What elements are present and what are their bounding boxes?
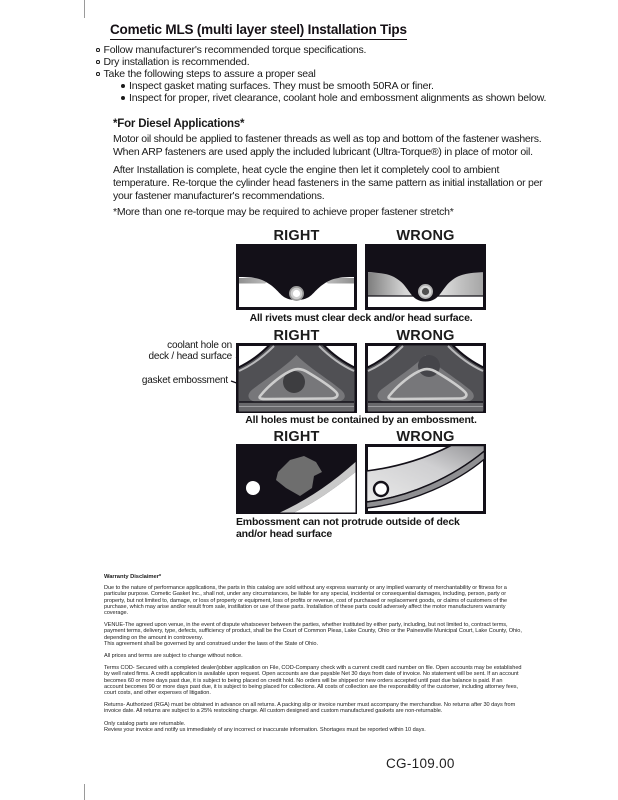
circle-bullet-icon: [96, 48, 100, 52]
diesel-paragraph-retorque: After Installation is complete, heat cycle the engine then let it completely cool to ambient temperature. Re-torque the cylinder head fasteners in the same pattern as initial installation or per your fastener manufacturer's recommendations.: [113, 164, 543, 202]
legal-paragraph: Terms COD- Secured with a completed dealer/jobber application on File, COD-Company check with a current credit card number on file. Open accounts may be established by well rated firms. A credit application is available upon request. Open accounts are due payable Net 30 days from date of invoice. No statement will be sent. If an account becomes 60 or more days past due, it is subject to being placed on credit hold. No orders will be shipped or new orders accepted until past due balance is paid. If an account becomes 90 or more days past due, it is subject to being placed for collections. All costs of collection are the responsibility of the customer, including attorney fees, court costs, and other expenses of litigation.: [104, 665, 522, 697]
warranty-disclaimer-heading: Warranty Disclaimer*: [104, 574, 162, 580]
legal-paragraph: Review your invoice and notify us immediately of any incorrect or inaccurate information. Shortages must be reported within 10 days.: [104, 726, 426, 733]
tip-text: Take the following steps to assure a proper seal: [103, 68, 316, 81]
subtip-text: Inspect for proper, rivet clearance, coolant hole and embossment alignments as shown below.: [129, 92, 547, 105]
coolant-right-diagram: [236, 343, 357, 413]
tip-item: [96, 56, 366, 68]
diesel-paragraph-oil: Motor oil should be applied to fastener threads as well as top and bottom of the fastener washers. When ARP fasteners are used apply the included lubricant (Ultra-Torque®) in place of motor oil.: [113, 133, 542, 158]
crop-mark-top: [84, 0, 85, 18]
page-title: Cometic MLS (multi layer steel) Installation Tips: [110, 22, 407, 40]
fig3-wrong-label: WRONG: [396, 429, 455, 445]
embossment-right-diagram: [236, 444, 357, 514]
circle-bullet-icon: [96, 72, 100, 76]
legal-paragraph: Only catalog parts are returnable.: [104, 720, 186, 727]
fig1-wrong-label: WRONG: [396, 228, 455, 244]
tip-text: Dry installation is recommended.: [103, 56, 250, 69]
gasket-embossment-label: gasket embossment: [141, 375, 228, 386]
doc-number: CG-109.00: [386, 756, 455, 771]
legal-paragraph: All prices and terms are subject to change without notice.: [104, 653, 243, 660]
fig3-right-label: RIGHT: [273, 429, 320, 445]
legal-paragraph: Due to the nature of performance applications, the parts in this catalog are sold without any express warranty or any implied warranty of merchantability or fitness for a particular purpose. Cometic Gasket Inc., shall not, under any circumstances, be liable for any special, incidental or consequential damages, including, person, party or property, but not limited to, damage, or loss of property or equipment, loss of profits or revenue, cost of purchased or replacement goods, or claims of customers of the purchase, which may arise and/or result from sale, instillation or use of these parts. Installation of these parts could adversely affect the motor manufacturers warranty coverage.: [104, 585, 508, 617]
installation-tips-list: [96, 44, 366, 81]
fig2-wrong-label: WRONG: [396, 328, 455, 344]
subtip-text: Inspect gasket mating surfaces. They must be smooth 50RA or finer.: [129, 80, 434, 92]
rivet-wrong-diagram: [365, 244, 486, 310]
circle-bullet-icon: [96, 60, 100, 64]
fig1-caption: All rivets must clear deck and/or head surface.: [249, 312, 473, 324]
fig3-caption: [236, 516, 496, 540]
diesel-applications-heading: *For Diesel Applications*: [113, 118, 245, 130]
legal-paragraph: VENUE-The agreed upon venue, in the event of dispute whatsoever between the parties, whether instituted by either party, including, but not limited to, contract terms, payment terms, delivery, type, defects, sufficiency of product, shall be the Court of Common Pleas, Lake County, Ohio or the Painesville Municipal Court, Lake County, Ohio, depending on the amount in controversy.: [104, 622, 522, 641]
tip-item: [96, 44, 366, 56]
fig2-caption: All holes must be contained by an embossment.: [245, 414, 477, 426]
fig2-right-label: RIGHT: [273, 328, 320, 344]
fig1-right-label: RIGHT: [273, 228, 320, 244]
embossment-wrong-diagram: [365, 444, 486, 514]
fig3-caption-line1: Embossment can not protrude outside of deck: [236, 516, 460, 528]
rivet-right-diagram: [236, 244, 357, 310]
crop-mark-bottom: [84, 784, 85, 800]
legal-paragraph: This agreement shall be governed by and construed under the laws of the State of Ohio.: [104, 640, 318, 647]
coolant-hole-label-line1: coolant hole on: [167, 340, 232, 351]
coolant-wrong-diagram: [365, 343, 486, 413]
dot-bullet-icon: [121, 84, 125, 88]
tip-text: Follow manufacturer's recommended torque specifications.: [103, 44, 367, 56]
subtip-item: [121, 92, 546, 104]
tip-item: [96, 68, 366, 80]
retorque-note: *More than one re-torque may be required to achieve proper fastener stretch*: [113, 206, 454, 218]
legal-paragraph: Returns- Authorized (RGA) must be obtained in advance on all returns. A packing slip or invoice number must accompany the merchandise. No returns after 30 days from invoice date. All returns are subject to a 25% restocking charge. All custom designed and custom manufactured gaskets are non-returnable.: [104, 702, 516, 715]
fig3-caption-line2: and/or head surface: [236, 528, 332, 540]
dot-bullet-icon: [121, 96, 125, 100]
coolant-hole-label-line2: deck / head surface: [148, 351, 232, 362]
legal-block: [104, 574, 522, 739]
subtip-item: [121, 80, 546, 92]
installation-subtips-list: [121, 80, 546, 104]
